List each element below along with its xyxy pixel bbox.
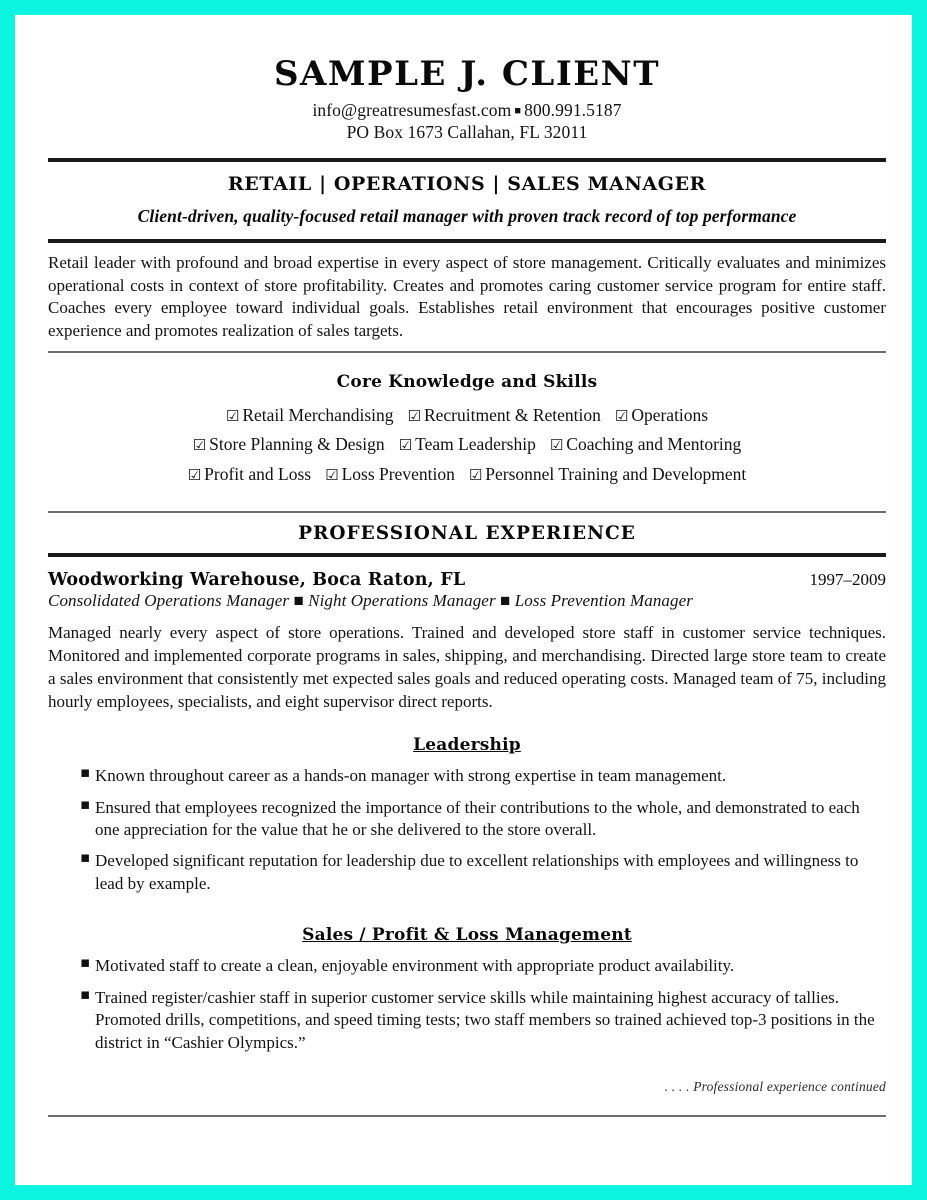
resume-content <box>48 15 886 1117</box>
skill-item <box>543 436 748 454</box>
list-item: ▪ Motivated staff to create a clean, enjoyable environment with appropriate product availability. <box>48 955 886 977</box>
checkbox-icon: ☑ <box>398 436 413 455</box>
core-skills-heading: Core Knowledge and Skills <box>336 371 598 392</box>
subsection-heading-sales-pl: Sales / Profit & Loss Management <box>302 925 632 946</box>
section-title-experience: PROFESSIONAL EXPERIENCE <box>298 523 636 545</box>
list-item: ▪ Known throughout career as a hands-on manager with strong expertise in team management. <box>48 765 886 787</box>
skill-label: Recruitment & Retention <box>423 404 601 425</box>
checkbox-icon: ☑ <box>549 436 564 455</box>
skill-row <box>48 401 886 431</box>
page-title: SAMPLE J. CLIENT <box>273 54 661 94</box>
resume-page <box>15 15 912 1185</box>
checkbox-icon: ☑ <box>187 465 202 484</box>
bullet-list <box>48 949 886 1054</box>
skill-label: Store Planning & Design <box>209 434 385 455</box>
contact-line-1 <box>48 99 886 121</box>
summary-paragraph: Retail leader with profound and broad expertise in every aspect of store management. Critically evaluates and minimizes operational costs in context of store profitability. Creates and promotes caring customer service program for entire staff. Coaches every employee toward individual goals. Establishes retail environment that encourages positive customer experience and promotes realization of sales targets. <box>48 252 886 341</box>
job-dates: 1997–2009 <box>809 570 886 590</box>
list-item: ▪ Trained register/cashier staff in superior customer service skills while maintaining highest accuracy of tallies. Promoted drills, competitions, and speed timing tests; two staff members so trained achieved top-3 positions in the district in “Cashier Olympics.” <box>48 987 886 1054</box>
target-title: RETAIL | OPERATIONS | SALES MANAGER <box>227 172 707 195</box>
skill-label: Retail Merchandising <box>242 404 394 425</box>
subsection-heading-leadership: Leadership <box>413 735 521 756</box>
job-header <box>48 557 886 590</box>
contact-address: PO Box 1673 Callahan, FL 32011 <box>346 122 588 143</box>
job-subsection <box>48 714 886 895</box>
contact-phone: 800.991.5187 <box>524 100 622 121</box>
checkbox-icon: ☑ <box>407 406 421 425</box>
contact-separator-icon: ■ <box>514 105 522 118</box>
skill-label: Profit and Loss <box>204 463 312 484</box>
list-item: ▪ Ensured that employees recognized the importance of their contributions to the whole, and demonstrated to each one appreciation for the value that he or she delivered to the store overall. <box>48 797 886 842</box>
skill-label: Coaching and Mentoring <box>566 434 742 455</box>
checkbox-icon: ☑ <box>468 465 483 484</box>
skill-label: Operations <box>631 404 709 425</box>
contact-info <box>48 99 886 144</box>
checkbox-icon: ☑ <box>192 436 207 455</box>
skill-label: Team Leadership <box>415 434 536 455</box>
bullet-list <box>48 759 886 895</box>
continued-note: . . . . Professional experience continued <box>664 1079 886 1095</box>
job-titles: Consolidated Operations Manager ■ Night Operations Manager ■ Loss Prevention Manager <box>48 591 693 611</box>
skill-item <box>462 463 753 484</box>
skill-item <box>608 404 715 425</box>
skill-item <box>181 463 318 484</box>
core-skills-list <box>48 401 886 490</box>
skill-item <box>318 463 462 484</box>
divider-bottom <box>48 1115 886 1117</box>
job-employer: Woodworking Warehouse, Boca Raton, FL <box>48 570 466 591</box>
skill-label: Loss Prevention <box>341 463 455 484</box>
skill-label: Personnel Training and Development <box>485 463 747 484</box>
job-subsection <box>48 904 886 1054</box>
contact-email: info@greatresumesfast.com <box>312 100 512 121</box>
skill-item <box>401 404 608 425</box>
tagline: Client-driven, quality-focused retail manager with proven track record of top performance <box>137 205 797 226</box>
skill-item <box>186 436 392 454</box>
skill-item <box>219 404 401 425</box>
checkbox-icon: ☑ <box>614 406 629 425</box>
job-entry <box>48 557 886 1054</box>
skill-item <box>392 436 543 454</box>
checkbox-icon: ☑ <box>325 465 339 484</box>
list-item: ▪ Developed significant reputation for leadership due to excellent relationships with employees and willingness to lead by example. <box>48 850 886 895</box>
job-description: Managed nearly every aspect of store operations. Trained and developed store staff in customer service techniques. Monitored and implemented corporate programs in sales, shipping, and merchandising. Directed large store team to create a sales environment that consistently met expected sales goals and reduced operating costs. Managed team of 75, including hourly employees, specialists, and eight supervisor direct reports. <box>48 623 886 712</box>
skill-row <box>48 460 886 490</box>
skill-row <box>48 430 886 460</box>
checkbox-icon: ☑ <box>225 406 240 425</box>
